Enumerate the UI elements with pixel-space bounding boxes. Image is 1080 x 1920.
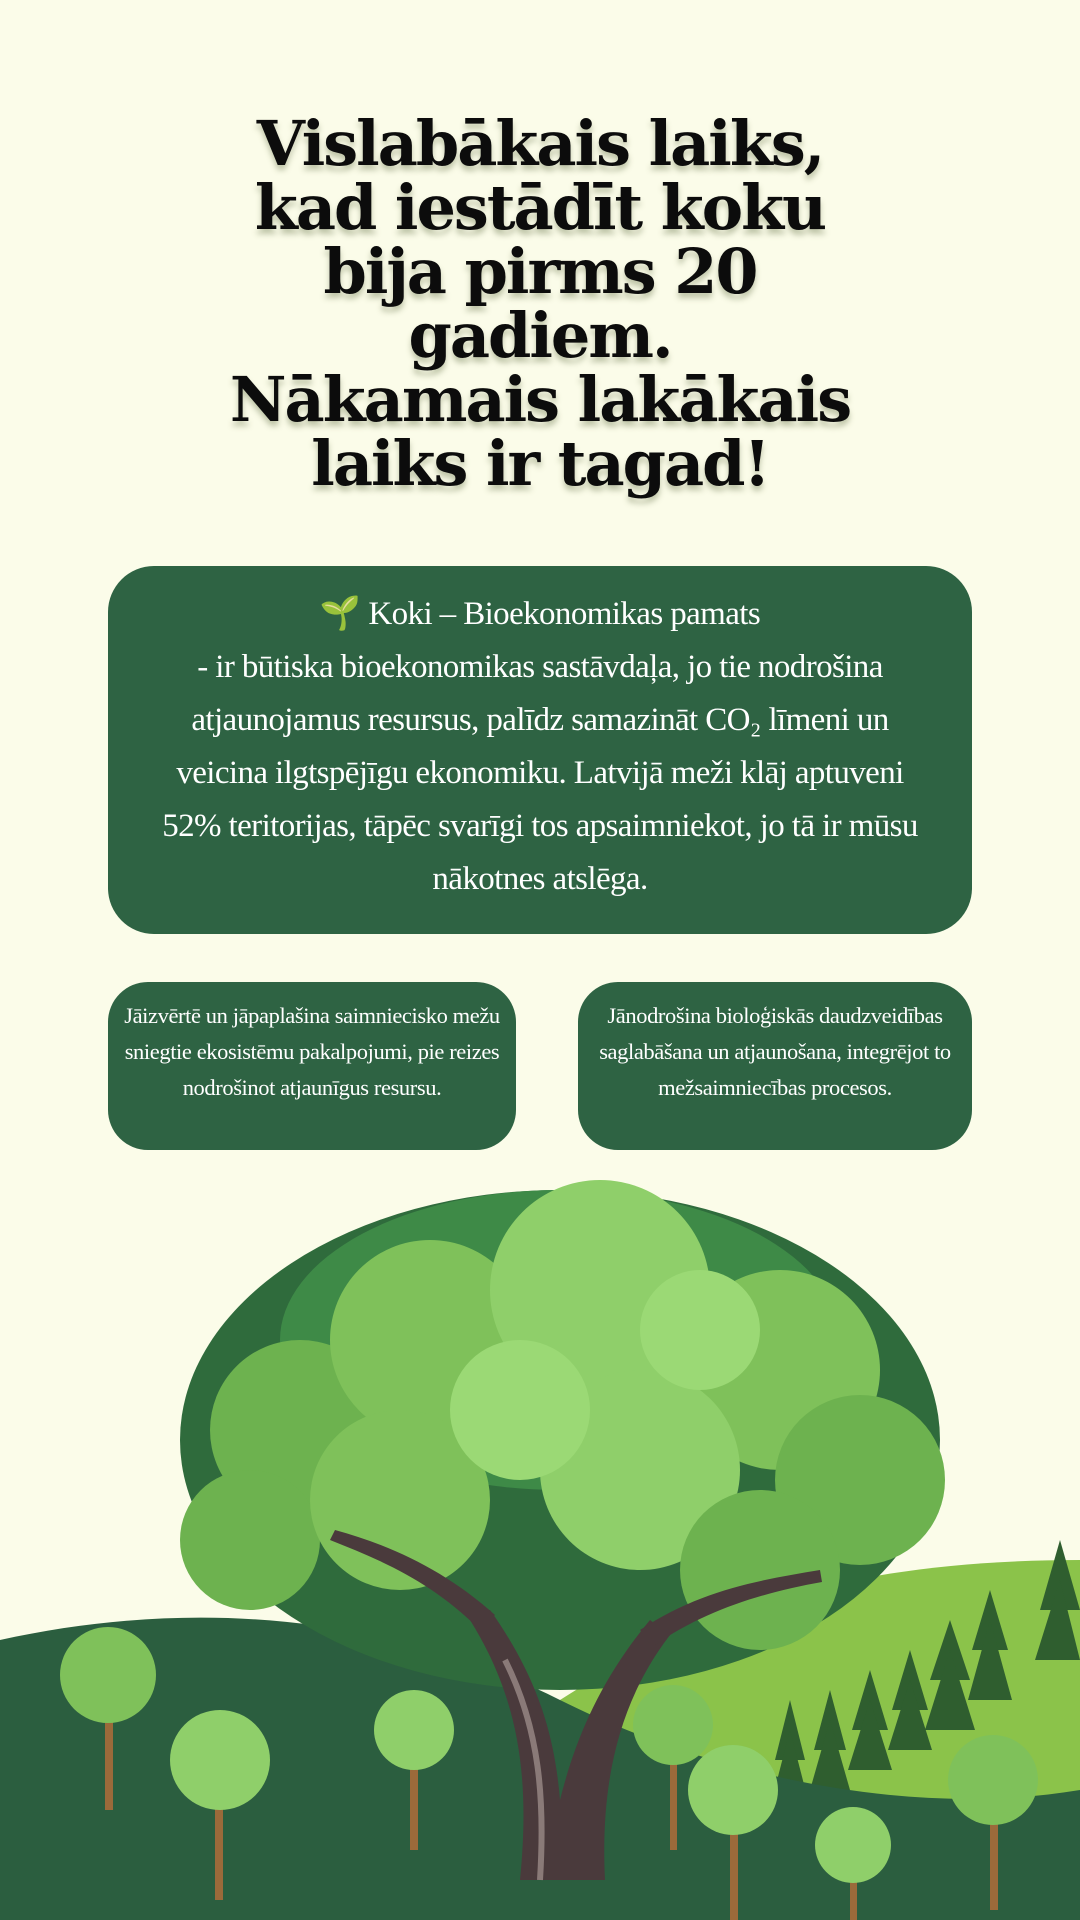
bioeconomy-card-heading bbox=[148, 588, 932, 641]
tree-illustration-icon bbox=[0, 1140, 1080, 1920]
headline-line: gadiem. bbox=[408, 299, 672, 372]
biodiversity-card bbox=[578, 982, 972, 1150]
bioeconomy-card-title: Koki – Bioekonomikas pamats bbox=[368, 596, 761, 632]
headline bbox=[140, 107, 940, 500]
sprout-icon: 🌱 bbox=[319, 596, 361, 632]
biodiversity-text: Jānodrošina bioloģiskās daudzveidības saglabāšana un atjaunošana, integrējot to mežsaimniecības procesos. bbox=[599, 1003, 951, 1100]
headline-line: Nākamais lakākais bbox=[229, 363, 851, 436]
ecosystem-services-text: Jāizvērtē un jāpaplašina saimniecisko mežu sniegtie ekosistēmu pakalpojumi, pie reizes nodrošinot atjaunīgus resursu. bbox=[124, 1003, 500, 1100]
bioeconomy-card bbox=[108, 566, 972, 934]
headline-line: laiks ir tagad! bbox=[311, 427, 769, 500]
headline-line: bija pirms 20 bbox=[323, 235, 757, 308]
headline-line: kad iestādīt koku bbox=[254, 171, 826, 244]
bioeconomy-card-body: - ir būtiska bioekonomikas sastāvdaļa, jo tie nodrošina atjaunojamus resursus, palīdz samazināt CO₂ līmeni un veicina ilgtspējīgu ekonomiku. Latvijā meži klāj aptuveni 52% teritorijas, tāpēc svarīgi tos apsaimniekot, jo tā ir mūsu nākotnes atslēga. bbox=[162, 649, 918, 897]
headline-line: Vislabākais laiks, bbox=[256, 107, 824, 180]
ecosystem-services-card bbox=[108, 982, 516, 1150]
tree-canopy bbox=[180, 1180, 945, 1690]
